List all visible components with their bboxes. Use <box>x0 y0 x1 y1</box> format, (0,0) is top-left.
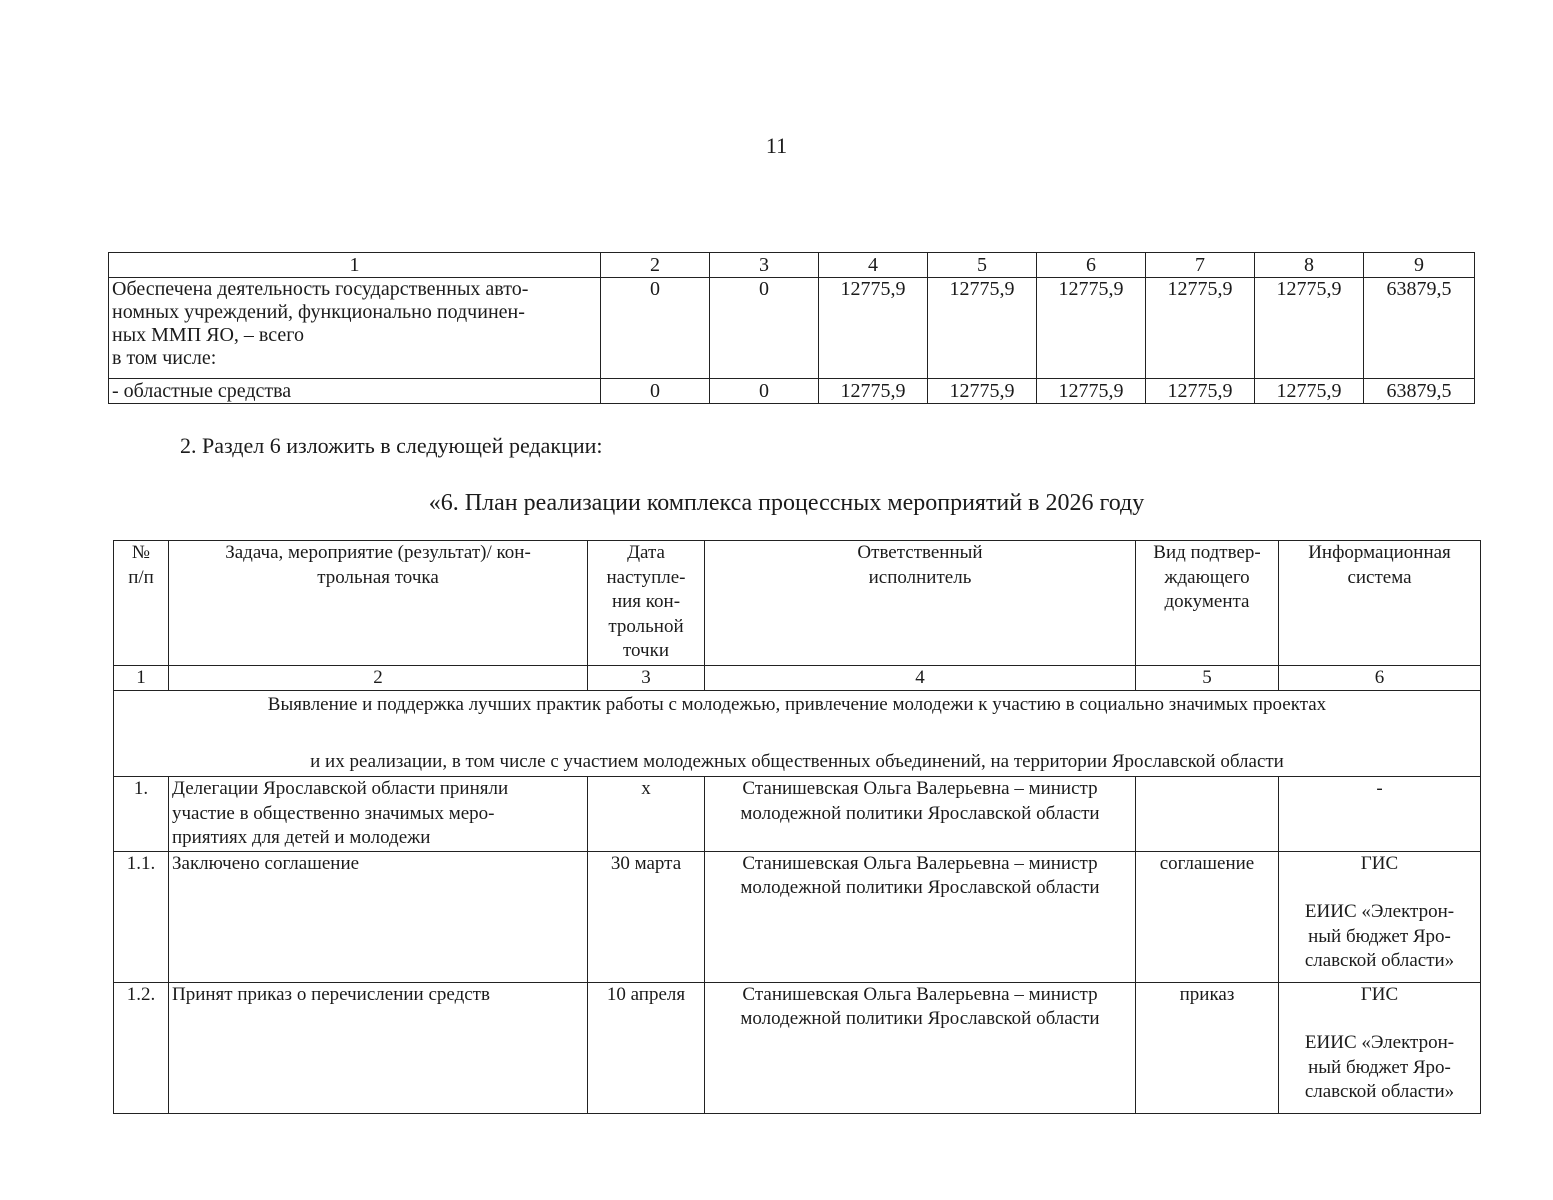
task-cell <box>169 851 588 982</box>
col-header: 1 <box>109 253 601 278</box>
column-number: 3 <box>588 666 705 691</box>
col-header: 5 <box>928 253 1037 278</box>
system-line: ЕИИС «Электрон- <box>1304 901 1455 922</box>
header-line: Ответственный <box>857 542 983 563</box>
value-cell: 0 <box>601 379 710 404</box>
value-cell: 12775,9 <box>1037 379 1146 404</box>
value-cell: 12775,9 <box>928 278 1037 379</box>
task-line: Принят приказ о перечислении средств <box>172 983 490 1005</box>
value-cell: 0 <box>601 278 710 379</box>
col-header-document <box>1136 541 1279 666</box>
col-header-task <box>169 541 588 666</box>
header-line: Информационная <box>1308 542 1451 563</box>
system-cell <box>1279 777 1481 852</box>
table-row <box>114 777 1481 852</box>
system-line: ный бюджет Яро- <box>1308 1056 1451 1078</box>
header-line: трольной <box>608 615 684 637</box>
col-header: 3 <box>710 253 819 278</box>
responsible-line: молодежной политики Ярославской области <box>740 1008 1100 1029</box>
system-cell <box>1279 982 1481 1113</box>
row-number: 1. <box>114 777 169 852</box>
row-label <box>109 278 601 379</box>
column-number: 2 <box>169 666 588 691</box>
task-line: Заключено соглашение <box>172 852 360 874</box>
col-header: 9 <box>1364 253 1475 278</box>
column-number: 6 <box>1279 666 1481 691</box>
value-cell: 12775,9 <box>1146 278 1255 379</box>
funding-table-header-row <box>109 253 1475 278</box>
row-number: 1.1. <box>114 851 169 982</box>
label-line: ных ММП ЯО, – всего <box>112 324 304 346</box>
system-line: - <box>1376 778 1383 799</box>
responsible-cell <box>705 851 1136 982</box>
document-cell: приказ <box>1136 982 1279 1113</box>
header-line: ждающего <box>1164 566 1250 588</box>
col-header: 7 <box>1146 253 1255 278</box>
responsible-line: молодежной политики Ярославской области <box>740 802 1100 824</box>
value-cell: 12775,9 <box>928 379 1037 404</box>
column-number: 5 <box>1136 666 1279 691</box>
header-line: исполнитель <box>868 566 972 588</box>
value-cell: 63879,5 <box>1364 379 1475 404</box>
system-line: славской области» <box>1304 1081 1455 1102</box>
date-cell: 10 апреля <box>588 982 705 1113</box>
col-header: 8 <box>1255 253 1364 278</box>
system-line: ГИС <box>1360 852 1399 874</box>
responsible-cell <box>705 777 1136 852</box>
system-line: славской области» <box>1304 950 1455 971</box>
header-line: Вид подтвер- <box>1153 542 1261 563</box>
task-line: Делегации Ярославской области приняли <box>172 778 509 799</box>
value-cell: 12775,9 <box>1146 379 1255 404</box>
col-header-date <box>588 541 705 666</box>
label-line: в том числе: <box>112 347 217 369</box>
value-cell: 12775,9 <box>1255 278 1364 379</box>
col-header-number <box>114 541 169 666</box>
value-cell: 0 <box>710 278 819 379</box>
table-row <box>109 278 1475 379</box>
column-number: 4 <box>705 666 1136 691</box>
header-line: Задача, мероприятие (результат)/ кон- <box>225 542 531 563</box>
responsible-line: молодежной политики Ярославской области <box>740 877 1100 898</box>
responsible-line: Станишевская Ольга Валерьевна – министр <box>742 983 1098 1005</box>
task-line: приятиях для детей и молодежи <box>172 827 431 848</box>
col-header: 4 <box>819 253 928 278</box>
column-numbers-row <box>114 666 1481 691</box>
header-line: ния кон- <box>611 591 681 612</box>
date-cell: х <box>588 777 705 852</box>
plan-table <box>113 540 1481 1114</box>
row-label: - областные средства <box>109 379 601 404</box>
col-header-responsible <box>705 541 1136 666</box>
col-header: 2 <box>601 253 710 278</box>
header-line: Дата <box>627 542 665 563</box>
responsible-line: Станишевская Ольга Валерьевна – министр <box>742 778 1098 799</box>
responsible-cell <box>705 982 1136 1113</box>
header-line: система <box>1347 566 1412 588</box>
table-row <box>114 851 1481 982</box>
plan-table-header-row <box>114 541 1481 666</box>
value-cell: 12775,9 <box>1255 379 1364 404</box>
page-number: 11 <box>765 133 788 158</box>
value-cell: 12775,9 <box>1037 278 1146 379</box>
header-line: № <box>131 542 151 563</box>
label-line: номных учреждений, функционально подчинен- <box>112 301 525 323</box>
header-line: наступле- <box>606 566 686 588</box>
header-line: документа <box>1164 591 1250 612</box>
col-header-system <box>1279 541 1481 666</box>
funding-table <box>108 252 1475 404</box>
task-cell <box>169 777 588 852</box>
document-cell: соглашение <box>1136 851 1279 982</box>
section-title: «6. План реализации комплекса процессных мероприятий в 2026 году <box>428 490 1145 516</box>
system-line: ный бюджет Яро- <box>1308 925 1451 947</box>
system-line: ГИС <box>1360 983 1399 1005</box>
col-header: 6 <box>1037 253 1146 278</box>
row-number: 1.2. <box>114 982 169 1113</box>
section-heading <box>114 691 1481 777</box>
system-cell <box>1279 851 1481 982</box>
table-row <box>109 379 1475 404</box>
header-line: п/п <box>128 566 154 588</box>
label-line: Обеспечена деятельность государственных авто- <box>112 278 529 300</box>
value-cell: 12775,9 <box>819 278 928 379</box>
task-line: участие в общественно значимых меро- <box>172 802 495 824</box>
task-cell <box>169 982 588 1113</box>
instruction-paragraph: 2. Раздел 6 изложить в следующей редакции: <box>180 433 603 458</box>
section-heading-line: и их реализации, в том числе с участием молодежных общественных объединений, на территории Ярославской области <box>310 750 1284 772</box>
value-cell: 63879,5 <box>1364 278 1475 379</box>
section-heading-line: Выявление и поддержка лучших практик работы с молодежью, привлечение молодежи к участию в социально значимых проектах <box>267 694 1327 715</box>
system-line: ЕИИС «Электрон- <box>1304 1032 1455 1053</box>
date-cell: 30 марта <box>588 851 705 982</box>
column-number: 1 <box>114 666 169 691</box>
responsible-line: Станишевская Ольга Валерьевна – министр <box>742 852 1098 874</box>
table-row <box>114 982 1481 1113</box>
section-heading-row <box>114 691 1481 777</box>
header-line: точки <box>622 640 669 661</box>
document-cell <box>1136 777 1279 852</box>
value-cell: 0 <box>710 379 819 404</box>
header-line: трольная точка <box>317 566 439 588</box>
value-cell: 12775,9 <box>819 379 928 404</box>
